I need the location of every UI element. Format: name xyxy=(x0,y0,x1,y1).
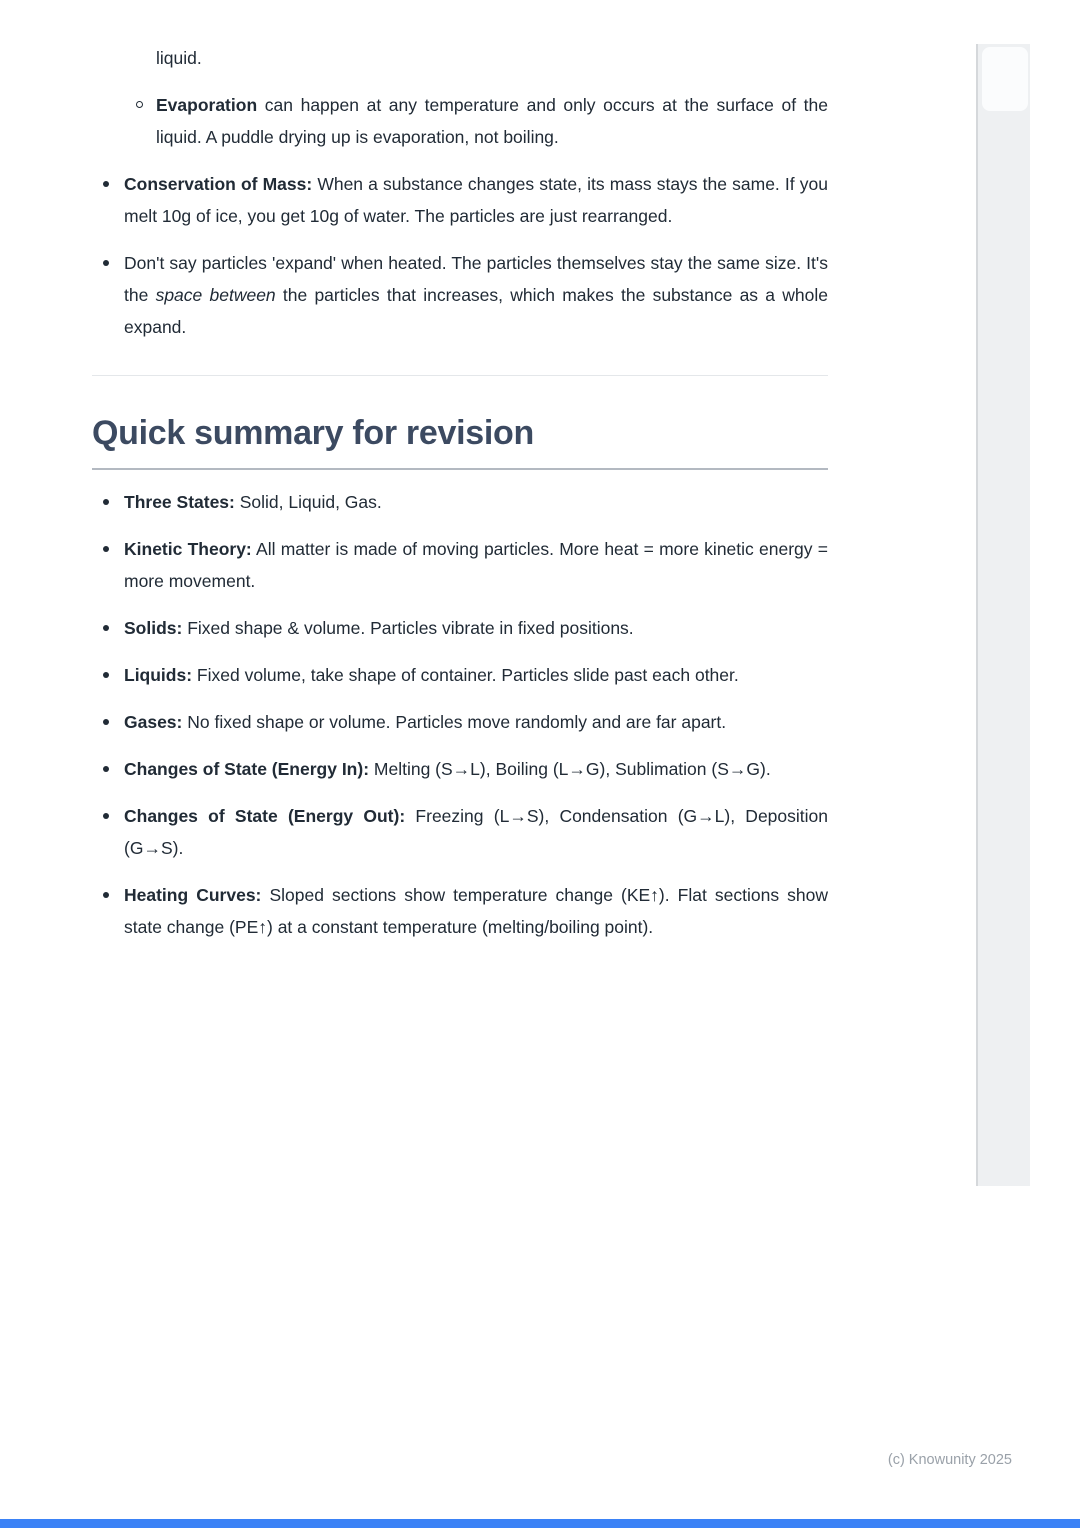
bullet-icon xyxy=(103,706,124,738)
summary-item-three-states: Three States: Solid, Liquid, Gas. xyxy=(92,486,828,518)
scrollbar-thumb[interactable] xyxy=(982,47,1028,111)
list-item-text: Conservation of Mass: When a substance changes state, its mass stays the same. If you melt 10g of ice, you get 10g of water. The particles are just rearranged. xyxy=(124,174,828,226)
list-item-text: Evaporation can happen at any temperature and only occurs at the surface of the liquid. A puddle drying up is evaporation, not boiling. xyxy=(156,95,828,147)
summary-item-energy-in: Changes of State (Energy In): Melting (S→L), Boiling (L→G), Sublimation (S→G). xyxy=(92,753,828,785)
summary-item-solids: Solids: Fixed shape & volume. Particles vibrate in fixed positions. xyxy=(92,612,828,644)
partial-text: liquid. xyxy=(156,48,202,68)
summary-item-heating-curves: Heating Curves: Sloped sections show temperature change (KE↑). Flat sections show state change (PE↑) at a constant temperature (melting/boiling point). xyxy=(92,879,828,943)
bullet-icon xyxy=(103,168,124,232)
bullet-icon xyxy=(103,753,124,785)
bullet-icon xyxy=(103,659,124,691)
list-item-expand-tip xyxy=(92,247,828,343)
bullet-icon xyxy=(103,533,124,597)
summary-item-energy-out: Changes of State (Energy Out): Freezing (L→S), Condensation (G→L), Deposition (G→S). xyxy=(92,800,828,864)
page-title: Quick summary for revision xyxy=(92,414,828,470)
bullet-icon xyxy=(103,612,124,644)
partial-text-line xyxy=(156,42,828,74)
bullet-icon xyxy=(103,800,124,864)
term-conservation: Conservation of Mass: xyxy=(124,174,313,194)
bottom-accent-bar xyxy=(0,1519,1080,1528)
summary-item-liquids: Liquids: Fixed volume, take shape of container. Particles slide past each other. xyxy=(92,659,828,691)
bullet-icon xyxy=(103,247,124,343)
document-content xyxy=(92,42,828,958)
footer-copyright: (c) Knowunity 2025 xyxy=(887,1452,1012,1468)
hollow-bullet-icon xyxy=(136,89,156,153)
summary-item-gases: Gases: No fixed shape or volume. Particles move randomly and are far apart. xyxy=(92,706,828,738)
section-divider xyxy=(92,375,828,376)
summary-list xyxy=(92,486,828,943)
list-item-conservation xyxy=(92,168,828,232)
list-item-evaporation xyxy=(136,89,828,153)
emphasized-phrase: space between xyxy=(155,285,276,305)
term-evaporation: Evaporation xyxy=(156,95,258,115)
bullet-icon xyxy=(103,486,124,518)
summary-item-kinetic-theory: Kinetic Theory: All matter is made of moving particles. More heat = more kinetic energy = more movement. xyxy=(92,533,828,597)
bullet-icon xyxy=(103,879,124,943)
list-item-text: Don't say particles 'expand' when heated. The particles themselves stay the same size. It's the space between the particles that increases, which makes the substance as a whole expand. xyxy=(124,253,828,337)
scrollbar-track[interactable] xyxy=(976,44,1030,1186)
